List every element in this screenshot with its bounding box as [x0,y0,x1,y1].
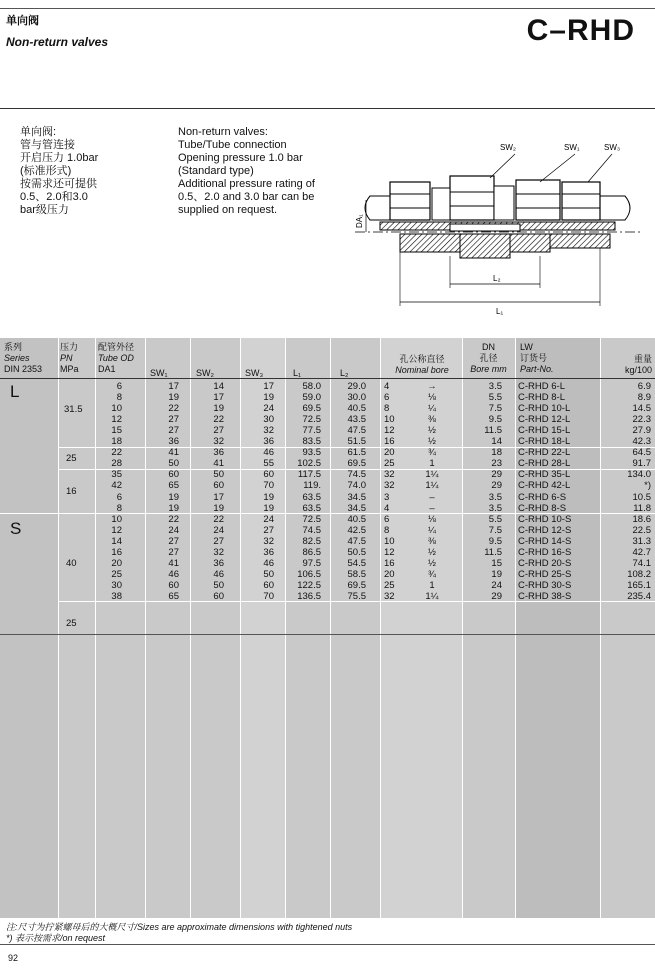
bottom-rule [0,944,655,945]
cell-sw1: 22 [168,403,179,415]
pressure-label: 31.5 [64,404,83,415]
th-nominal-bore [382,354,462,376]
cell-l1: 82.5 [302,535,321,547]
cell-sw2: 14 [213,381,224,392]
cell-tube-od: 8 [116,392,122,404]
cell-sw3: 19 [263,502,274,514]
th-line: 孔径 [479,353,498,363]
th-sw2: SW₂ [196,368,214,378]
col-divider [58,338,59,918]
cell-bore-inch: 1¼ [425,590,439,602]
cell-l2: 47.5 [347,425,366,437]
cell-tube-od: 12 [111,524,122,536]
th-line: 订货号 [520,353,548,363]
cell-bore-mm: 12 [384,425,395,437]
cell-sw2: 27 [213,535,224,547]
cell-dn: 18 [491,447,502,459]
cell-bore-inch: – [429,491,435,503]
cell-tube-od: 14 [111,535,122,547]
pressure-label: 16 [66,486,77,497]
footnote-on-request: *) 表示按需求/on request [6,933,106,943]
cell-l1: 102.5 [297,458,321,470]
cell-l1: 97.5 [302,557,321,569]
group-divider [0,634,655,635]
cell-sw3: 17 [263,381,274,392]
cell-weight: 22.5 [632,524,651,536]
cell-bore-mm: 4 [384,502,390,514]
cell-l1: 72.5 [302,513,321,525]
desc-en-line: (Standard type) [178,165,254,177]
cell-bore-mm: 16 [384,436,395,448]
th-line: DIN 2353 [4,364,43,374]
th-sw1: SW₁ [150,368,168,378]
desc-cn-line: 管与管连接 [20,139,75,151]
cell-sw1: 50 [168,458,179,470]
cell-sw3: 30 [263,414,274,426]
th-series [4,342,42,375]
l1-label: L₁ [496,307,504,316]
cell-weight: 165.1 [627,579,651,591]
cell-tube-od: 42 [111,480,122,492]
cell-weight: 91.7 [632,458,651,470]
cell-part-no: C-RHD 38-S [518,590,572,602]
cell-l2: 75.5 [347,590,366,602]
cell-sw1: 24 [168,524,179,536]
cell-dn: 5.5 [488,392,502,404]
sw3-label: SW₃ [604,143,621,152]
cell-bore-inch: ⅜ [428,414,436,426]
cell-dn: 9.5 [488,535,502,547]
cell-weight: 27.9 [632,425,651,437]
dimension-table [0,338,655,918]
cell-sw1: 27 [168,546,179,558]
cell-part-no: C-RHD 8-S [518,502,567,514]
desc-cn-line: (标准形式) [20,165,72,177]
cell-sw2: 24 [213,524,224,536]
cell-l1: 119. [303,480,321,492]
series-s: S [10,519,22,538]
cell-sw2: 17 [213,491,224,503]
cell-l1: 72.5 [302,414,321,426]
cell-sw1: 19 [168,502,179,514]
cell-tube-od: 15 [111,425,122,437]
cell-l1: 93.5 [302,447,321,459]
cell-weight: 14.5 [632,403,651,415]
cell-sw1: 27 [168,425,179,437]
cell-bore-inch: ½ [428,546,436,558]
cell-sw1: 60 [168,469,179,481]
th-line: PN [60,353,73,363]
cell-part-no: C-RHD 10-L [518,403,571,415]
cell-l1: 117.5 [297,469,321,481]
cell-bore-inch: ¼ [428,524,436,536]
cell-sw3: 32 [263,425,274,437]
cell-sw2: 60 [213,480,224,492]
cell-l1: 74.5 [302,524,321,536]
cell-bore-mm: 3 [384,491,390,503]
th-line: DN [482,342,495,352]
cell-sw1: 65 [168,480,179,492]
th-line: LW [520,342,533,352]
valve-cross-section-drawing [350,136,645,316]
cell-l2: 74.5 [347,469,366,481]
cell-bore-mm: 20 [384,568,395,580]
cell-sw3: 55 [263,458,274,470]
cell-sw2: 19 [213,502,224,514]
cell-sw3: 50 [263,568,274,580]
cell-sw3: 19 [263,392,274,404]
cell-bore-inch: ½ [428,557,436,569]
cell-dn: 15 [491,557,502,569]
sw1-label: SW₁ [564,143,580,152]
cell-sw3: 24 [263,403,274,415]
th-line: Tube OD [98,353,134,363]
cell-tube-od: 16 [111,546,122,558]
cell-sw1: 36 [168,436,179,448]
cell-l1: 106.5 [297,568,321,580]
cell-sw1: 19 [168,392,179,404]
cell-part-no: C-RHD 20-S [518,557,572,569]
header-divider [0,378,655,379]
desc-en-line: supplied on request. [178,204,278,216]
cell-sw2: 32 [213,546,224,558]
cell-tube-od: 30 [111,579,122,591]
cell-dn: 29 [491,480,502,492]
cell-l1: 136.5 [297,590,321,602]
cell-weight: 18.6 [632,513,651,525]
cell-bore-inch: ⅜ [428,535,436,547]
cell-sw1: 41 [168,447,179,459]
cell-weight: 74.1 [632,557,651,569]
cell-sw3: 36 [263,436,274,448]
cell-dn: 5.5 [488,513,502,525]
cell-dn: 3.5 [488,381,502,392]
cell-sw3: 70 [263,590,274,602]
col-divider [515,338,516,918]
cell-weight: 42.7 [632,546,651,558]
cell-weight: 8.9 [637,392,651,404]
cell-l1: 69.5 [302,403,321,415]
description-cn [20,126,98,217]
cell-sw1: 17 [168,381,179,392]
th-l1: L₁ [293,368,302,378]
cell-sw3: 19 [263,491,274,503]
cell-part-no: C-RHD 25-S [518,568,572,580]
cell-sw2: 17 [213,392,224,404]
th-line: DA1 [98,364,116,374]
cell-tube-od: 38 [111,590,122,602]
cell-bore-inch: ½ [428,425,436,437]
desc-en-line: Opening pressure 1.0 bar [178,152,303,164]
desc-en-line: Additional pressure rating of [178,178,315,190]
th-line: Series [4,353,30,363]
cell-l2: 58.5 [347,568,366,580]
cell-l2: 30.0 [347,392,366,404]
th-line: 压力 [60,342,79,352]
cell-dn: 3.5 [488,491,502,503]
cell-bore-inch: – [429,502,435,514]
cell-bore-inch: 1 [429,458,435,470]
cell-l2: 34.5 [347,491,366,503]
desc-cn-line: bar级压力 [20,204,69,216]
cell-sw2: 36 [213,557,224,569]
sw2-label: SW₂ [500,143,516,152]
cell-bore-mm: 32 [384,590,395,602]
cell-part-no: C-RHD 10-S [518,513,572,525]
th-line: Part-No. [520,364,554,374]
cell-bore-inch: ¼ [428,403,436,415]
cell-weight: 235.4 [627,590,651,602]
cell-l1: 77.5 [302,425,321,437]
cell-sw3: 24 [263,513,274,525]
cell-bore-mm: 6 [384,513,390,525]
col-divider [462,338,463,918]
th-weight [602,354,652,376]
cell-l2: 34.5 [347,502,366,514]
cell-tube-od: 18 [111,436,122,448]
cell-sw1: 60 [168,579,179,591]
cell-sw2: 50 [213,579,224,591]
cell-tube-od: 8 [116,502,122,514]
cell-dn: 24 [491,579,502,591]
pressure-label: 25 [66,618,77,629]
cell-weight: 6.9 [637,381,651,392]
footnote-dimensions: 注:尺寸为拧紧螺母后的大概尺寸/Sizes are approximate dimensions with tightened nuts [6,922,353,932]
cell-sw3: 27 [263,524,274,536]
desc-en-line: Tube/Tube connection [178,139,287,151]
top-rule [0,8,655,9]
description-en [178,126,315,217]
cell-bore-mm: 12 [384,546,395,558]
cell-sw2: 50 [213,469,224,481]
cell-sw2: 22 [213,414,224,426]
cell-bore-mm: 32 [384,480,395,492]
cell-dn: 29 [491,590,502,602]
cell-bore-mm: 8 [384,403,390,415]
cell-sw1: 27 [168,414,179,426]
cell-sw3: 46 [263,447,274,459]
cell-part-no: C-RHD 12-S [518,524,572,536]
series-l: L [10,382,20,401]
pressure-label: 40 [66,558,77,569]
cell-tube-od: 6 [116,491,122,503]
cell-l1: 86.5 [302,546,321,558]
th-line: Bore mm [470,364,507,374]
page-title-en: Non-return valves [6,35,109,49]
cell-l2: 43.5 [347,414,366,426]
th-lw [520,342,554,375]
cell-bore-inch: ½ [428,436,436,448]
cell-dn: 14 [491,436,502,448]
cell-bore-inch: ¾ [428,568,436,580]
desc-cn-line: 单向阀: [20,126,57,138]
cell-dn: 7.5 [488,403,502,415]
cell-dn: 29 [491,469,502,481]
cell-bore-mm: 6 [384,392,390,404]
cell-part-no: C-RHD 30-S [518,579,572,591]
cell-l2: 54.5 [347,557,366,569]
cell-weight: 11.8 [633,502,651,514]
cell-part-no: C-RHD 28-L [518,458,571,470]
cell-part-no: C-RHD 12-L [518,414,571,426]
cell-sw2: 60 [213,590,224,602]
cell-dn: 11.5 [484,425,502,437]
cell-part-no: C-RHD 6-L [518,381,565,392]
page-number: 92 [8,953,19,963]
page-title-cn: 单向阀 [6,15,39,27]
cell-bore-mm: 32 [384,469,395,481]
cell-bore-mm: 10 [384,414,395,426]
cell-bore-mm: 20 [384,447,395,459]
col-divider [380,338,381,918]
cell-sw1: 65 [168,590,179,602]
cell-sw3: 70 [263,480,274,492]
cell-weight: 10.5 [632,491,651,503]
cell-bore-mm: 4 [384,381,390,392]
cell-bore-inch: ⅛ [428,392,436,404]
cell-weight: 22.3 [632,414,651,426]
cell-sw2: 32 [213,436,224,448]
cell-part-no: C-RHD 6-S [518,491,567,503]
cell-bore-mm: 16 [384,557,395,569]
col-divider [95,338,96,918]
cell-tube-od: 35 [111,469,122,481]
cell-sw2: 19 [213,403,224,415]
cell-dn: 9.5 [488,414,502,426]
cell-tube-od: 12 [111,414,122,426]
cell-bore-inch: → [427,381,437,392]
cell-l2: 40.5 [347,403,366,415]
cell-part-no: C-RHD 18-L [518,436,571,448]
cell-part-no: C-RHD 15-L [518,425,571,437]
desc-en-line: Non-return valves: [178,126,268,138]
cell-weight: 42.3 [632,436,651,448]
cell-sw2: 22 [213,513,224,525]
cell-l2: 47.5 [347,535,366,547]
cell-l1: 83.5 [302,436,321,448]
cell-bore-inch: 1¼ [425,469,439,481]
shade-band [0,338,58,918]
cell-l2: 74.0 [347,480,366,492]
desc-cn-line: 0.5、2.0和3.0 [20,191,88,203]
cell-tube-od: 10 [111,513,122,525]
cell-sw1: 46 [168,568,179,580]
cell-l2: 29.0 [347,381,366,392]
cell-dn: 23 [491,458,502,470]
cell-sw2: 27 [213,425,224,437]
cell-l2: 61.5 [347,447,366,459]
cell-part-no: C-RHD 35-L [518,469,571,481]
cell-part-no: C-RHD 22-L [518,447,571,459]
desc-cn-line: 按需求还可提供 [20,178,97,190]
pressure-label: 25 [66,453,77,464]
cell-bore-inch: ⅛ [428,513,436,525]
cell-tube-od: 6 [116,381,122,392]
th-line: MPa [60,364,79,374]
cell-part-no: C-RHD 42-L [518,480,571,492]
cell-dn: 19 [491,568,502,580]
desc-en-line: 0.5、2.0 and 3.0 bar can be [178,191,315,203]
th-sw3: SW₃ [245,368,264,378]
cell-sw3: 60 [263,579,274,591]
cell-sw1: 19 [168,491,179,503]
cell-dn: 3.5 [488,502,502,514]
cell-l2: 40.5 [347,513,366,525]
th-line: 孔公称直径 [399,354,445,364]
cell-sw1: 22 [168,513,179,525]
cell-l2: 42.5 [347,524,366,536]
cell-bore-mm: 10 [384,535,395,547]
desc-cn-line: 开启压力 1.0bar [20,152,99,164]
cell-tube-od: 20 [111,557,122,569]
cell-l1: 63.5 [302,502,321,514]
th-dn [462,342,515,375]
cell-l2: 69.5 [347,458,366,470]
cell-l1: 58.0 [302,381,321,392]
header-rule [0,108,655,109]
model-code: C–RHD [526,14,635,47]
cell-l2: 69.5 [347,579,366,591]
cell-part-no: C-RHD 8-L [518,392,565,404]
cell-l2: 51.5 [347,436,366,448]
cell-weight: 108.2 [627,568,651,580]
cell-weight: 31.3 [632,535,651,547]
cell-tube-od: 22 [111,447,122,459]
da1-label: DA₁ [355,214,364,228]
cell-l2: 50.5 [347,546,366,558]
th-line: Nominal bore [395,365,449,375]
cell-bore-inch: 1 [429,579,435,591]
cell-sw3: 46 [263,557,274,569]
cell-sw2: 46 [213,568,224,580]
th-line: 重量 [633,354,652,364]
cell-bore-inch: 1¼ [425,480,439,492]
th-line: kg/100 [624,365,652,375]
cell-weight: 134.0 [627,469,651,481]
cell-sw3: 60 [263,469,274,481]
cell-sw1: 41 [168,557,179,569]
cell-part-no: C-RHD 14-S [518,535,572,547]
cell-l1: 59.0 [302,392,321,404]
cell-tube-od: 10 [111,403,122,415]
cell-weight: *) [644,480,651,492]
cell-bore-mm: 25 [384,458,395,470]
cell-tube-od: 28 [111,458,122,470]
cell-sw2: 41 [213,458,224,470]
cell-sw2: 36 [213,447,224,459]
th-line: 配管外径 [98,342,135,352]
cell-weight: 64.5 [632,447,651,459]
cell-sw1: 27 [168,535,179,547]
th-line: 系列 [4,342,23,352]
cell-bore-mm: 25 [384,579,395,591]
cell-bore-mm: 8 [384,524,390,536]
cell-l1: 122.5 [297,579,321,591]
cell-dn: 11.5 [484,546,502,558]
th-l2: L₂ [340,368,349,378]
cell-bore-inch: ¾ [428,447,436,459]
cell-dn: 7.5 [488,524,502,536]
th-tube-od [98,342,134,375]
cell-sw3: 32 [263,535,274,547]
cell-part-no: C-RHD 16-S [518,546,572,558]
cell-tube-od: 25 [111,568,122,580]
cell-sw3: 36 [263,546,274,558]
cell-l1: 63.5 [302,491,321,503]
th-pressure [60,342,79,375]
l2-label: L₂ [493,274,501,283]
